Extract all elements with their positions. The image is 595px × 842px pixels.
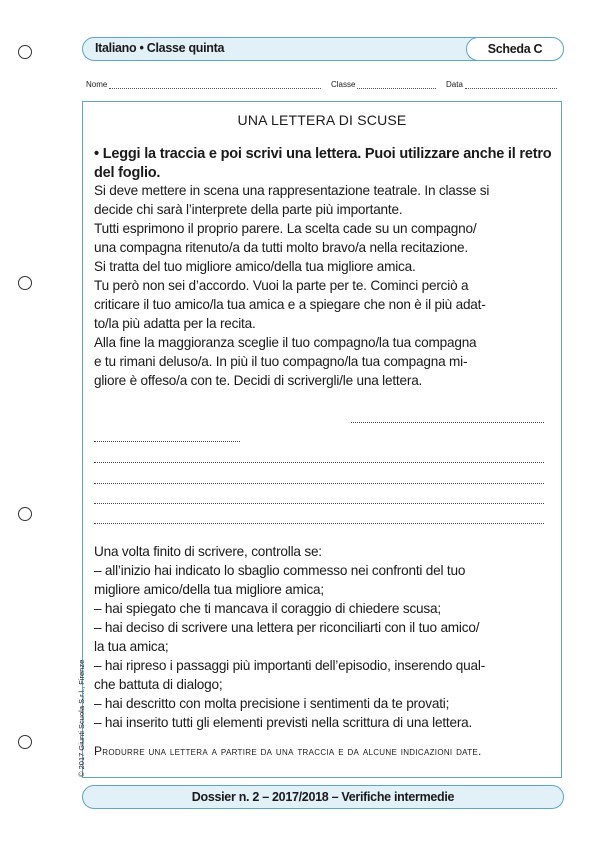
class-field[interactable]: [331, 80, 436, 89]
binder-hole: [18, 735, 32, 749]
writing-line[interactable]: [94, 503, 544, 504]
story-line: gliore è offeso/a con te. Decidi di scrivergli/le una lettera.: [94, 373, 423, 388]
date-field[interactable]: [446, 80, 557, 89]
binder-hole: [18, 45, 32, 59]
name-dotted-line: [109, 80, 321, 89]
exercise-frame: [82, 101, 562, 778]
story-line: Alla fine la maggioranza sceglie il tuo compagno/la tua compagna: [94, 335, 477, 350]
footer-bar: Dossier n. 2 – 2017/2018 – Verifiche intermedie: [82, 785, 564, 809]
checklist-item: la tua amica;: [94, 639, 169, 654]
writing-line[interactable]: [94, 441, 240, 442]
checklist-item: – hai ripreso i passaggi più importanti dell’episodio, inserendo qual-: [94, 658, 486, 673]
writing-line[interactable]: [94, 483, 544, 484]
writing-line[interactable]: [351, 422, 544, 423]
story-line: e tu rimani deluso/a. In più il tuo compagno/la tua compagna mi-: [94, 354, 468, 369]
learning-objective: Produrre una lettera a partire da una traccia e da alcune indicazioni date.: [94, 744, 482, 758]
checklist-item: – hai spiegato che ti mancava il coraggio di chiedere scusa;: [94, 601, 441, 616]
story-line: criticare il tuo amico/la tua amica e a spiegare che non è il più adat-: [94, 297, 486, 312]
name-label: Nome: [86, 80, 108, 89]
writing-line[interactable]: [94, 462, 544, 463]
date-dotted-line: [465, 80, 557, 89]
class-label: Classe: [331, 80, 356, 89]
checklist-item: – all’inizio hai indicato lo sbaglio commesso nei confronti del tuo: [94, 563, 466, 578]
checklist: [94, 542, 557, 732]
binder-hole: [18, 507, 32, 521]
page-title: UNA LETTERA DI SCUSE: [237, 112, 407, 128]
instruction-text: • Leggi la traccia e poi scrivi una lettera. Puoi utilizzare anche il retro del foglio.: [94, 146, 552, 181]
writing-line[interactable]: [94, 523, 544, 524]
story-line: to/la più adatta per la recita.: [94, 316, 256, 331]
story-text: [94, 181, 557, 390]
copyright-note: © 2017 Giunti Scuola S.r.l., Firenze: [77, 659, 86, 777]
checklist-item: migliore amico/della tua migliore amica;: [94, 582, 324, 597]
checklist-item: – hai descritto con molta precisione i sentimenti da te provati;: [94, 696, 450, 711]
story-line: Si deve mettere in scena una rappresentazione teatrale. In classe si: [94, 183, 490, 198]
checklist-item: Una volta finito di scrivere, controlla se:: [94, 544, 322, 559]
checklist-item: che battuta di dialogo;: [94, 677, 223, 692]
date-label: Data: [446, 80, 463, 89]
checklist-item: – hai inserito tutti gli elementi previsti nella scrittura di una lettera.: [94, 715, 473, 730]
checklist-item: – hai deciso di scrivere una lettera per riconciliarti con il tuo amico/: [94, 620, 480, 635]
story-line: una compagna ritenuto/a da tutti molto bravo/a nella recitazione.: [94, 240, 468, 255]
name-field[interactable]: [86, 80, 321, 89]
story-line: decide chi sarà l’interprete della parte più importante.: [94, 202, 403, 217]
class-dotted-line: [357, 80, 436, 89]
header-bar: [82, 37, 564, 61]
story-line: Tutti esprimono il proprio parere. La scelta cade su un compagno/: [94, 221, 477, 236]
story-line: Tu però non sei d’accordo. Vuoi la parte per te. Cominci perciò a: [94, 278, 469, 293]
binder-hole: [18, 276, 32, 290]
sheet-tab: Scheda C: [466, 37, 564, 61]
story-line: Si tratta del tuo migliore amico/della tua migliore amica.: [94, 259, 416, 274]
subject-label: Italiano • Classe quinta: [95, 41, 225, 55]
